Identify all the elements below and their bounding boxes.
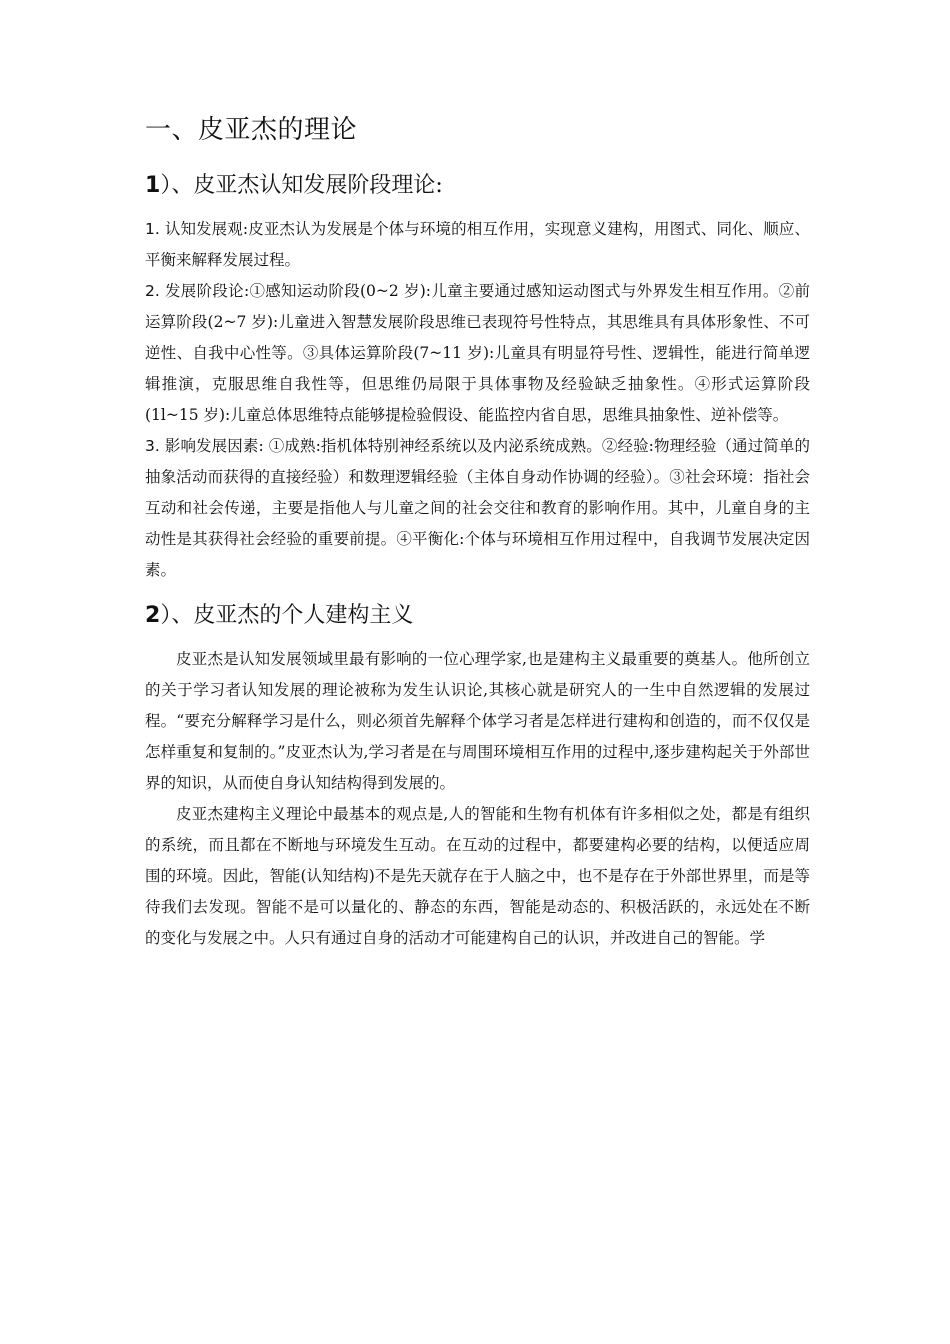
section-2-heading [145,596,810,636]
section-2-number: 2 [145,603,161,628]
document-content [145,108,810,954]
section-2-heading-text: ）、皮亚杰的个人建构主义 [160,603,414,628]
item-2-number: 2. [145,282,160,300]
item-2-text: 发展阶段论:①感知运动阶段(0~2 岁):儿童主要通过感知运动图式与外界发生相互作用。②前运算阶段(2~7 岁):儿童进入智慧发展阶段思维已表现符号性特点，其思维具有具体形象性、不可逆性、自我中心性等。③具体运算阶段(7~11 岁):儿童具有明显符号性、逻辑性，能进行简单逻辑推演，克服思维自我性等，但思维仍局限于具体事物及经验缺乏抽象性。④形式运算阶段 (1l~15 岁):儿童总体思维特点能够提检验假设、能监控内省自思，思维具抽象性、逆补偿等。 [145,282,810,424]
section-1-heading-text: ）、皮亚杰认知发展阶段理论: [160,173,443,198]
section-1-item-2 [145,276,810,431]
item-3-number: 3. [145,437,160,455]
section-1-heading [145,166,810,206]
item-1-text: 认知发展观:皮亚杰认为发展是个体与环境的相互作用，实现意义建构，用图式、同化、顺应、平衡来解释发展过程。 [145,220,810,269]
section-1-item-3 [145,431,810,586]
item-1-number: 1. [145,220,160,238]
document-title: 一、皮亚杰的理论 [145,115,358,145]
section-2-paragraph-1: 皮亚杰是认知发展领域里最有影响的一位心理学家,也是建构主义最重要的奠基人。他所创立的关于学习者认知发展的理论被称为发生认识论,其核心就是研究人的一生中自然逻辑的发展过程。“要充分解释学习是什么，则必须首先解释个体学习者是怎样进行建构和创造的，而不仅仅是怎样重复和复制的。”皮亚杰认为,学习者是在与周围环境相互作用的过程中,逐步建构起关于外部世界的知识，从而使自身认知结构得到发展的。 [145,650,811,792]
section-1-number: 1 [145,173,161,198]
item-3-text: 影响发展因素: ①成熟:指机体特别神经系统以及内泌系统成熟。②经验:物理经验（通过简单的抽象活动而获得的直接经验）和数理逻辑经验（主体自身动作协调的经验）。③社会环境：指社会互动和社会传递，主要是指他人与儿童之间的社会交往和教育的影响作用。其中，儿童自身的主动性是其获得社会经验的重要前提。④平衡化:个体与环境相互作用过程中，自我调节发展决定因素。 [145,437,810,579]
section-2-paragraph-2: 皮亚杰建构主义理论中最基本的观点是,人的智能和生物有机体有许多相似之处，都是有组织的系统，而且都在不断地与环境发生互动。在互动的过程中，都要建构必要的结构，以便适应周围的环境。因此，智能(认知结构)不是先天就存在于人脑之中，也不是存在于外部世界里，而是等待我们去发现。智能不是可以量化的、静态的东西，智能是动态的、积极活跃的，永远处在不断的变化与发展之中。人只有通过自身的活动才可能建构自己的认识，并改进自己的智能。学 [145,805,810,947]
section-1-item-1 [145,214,810,276]
